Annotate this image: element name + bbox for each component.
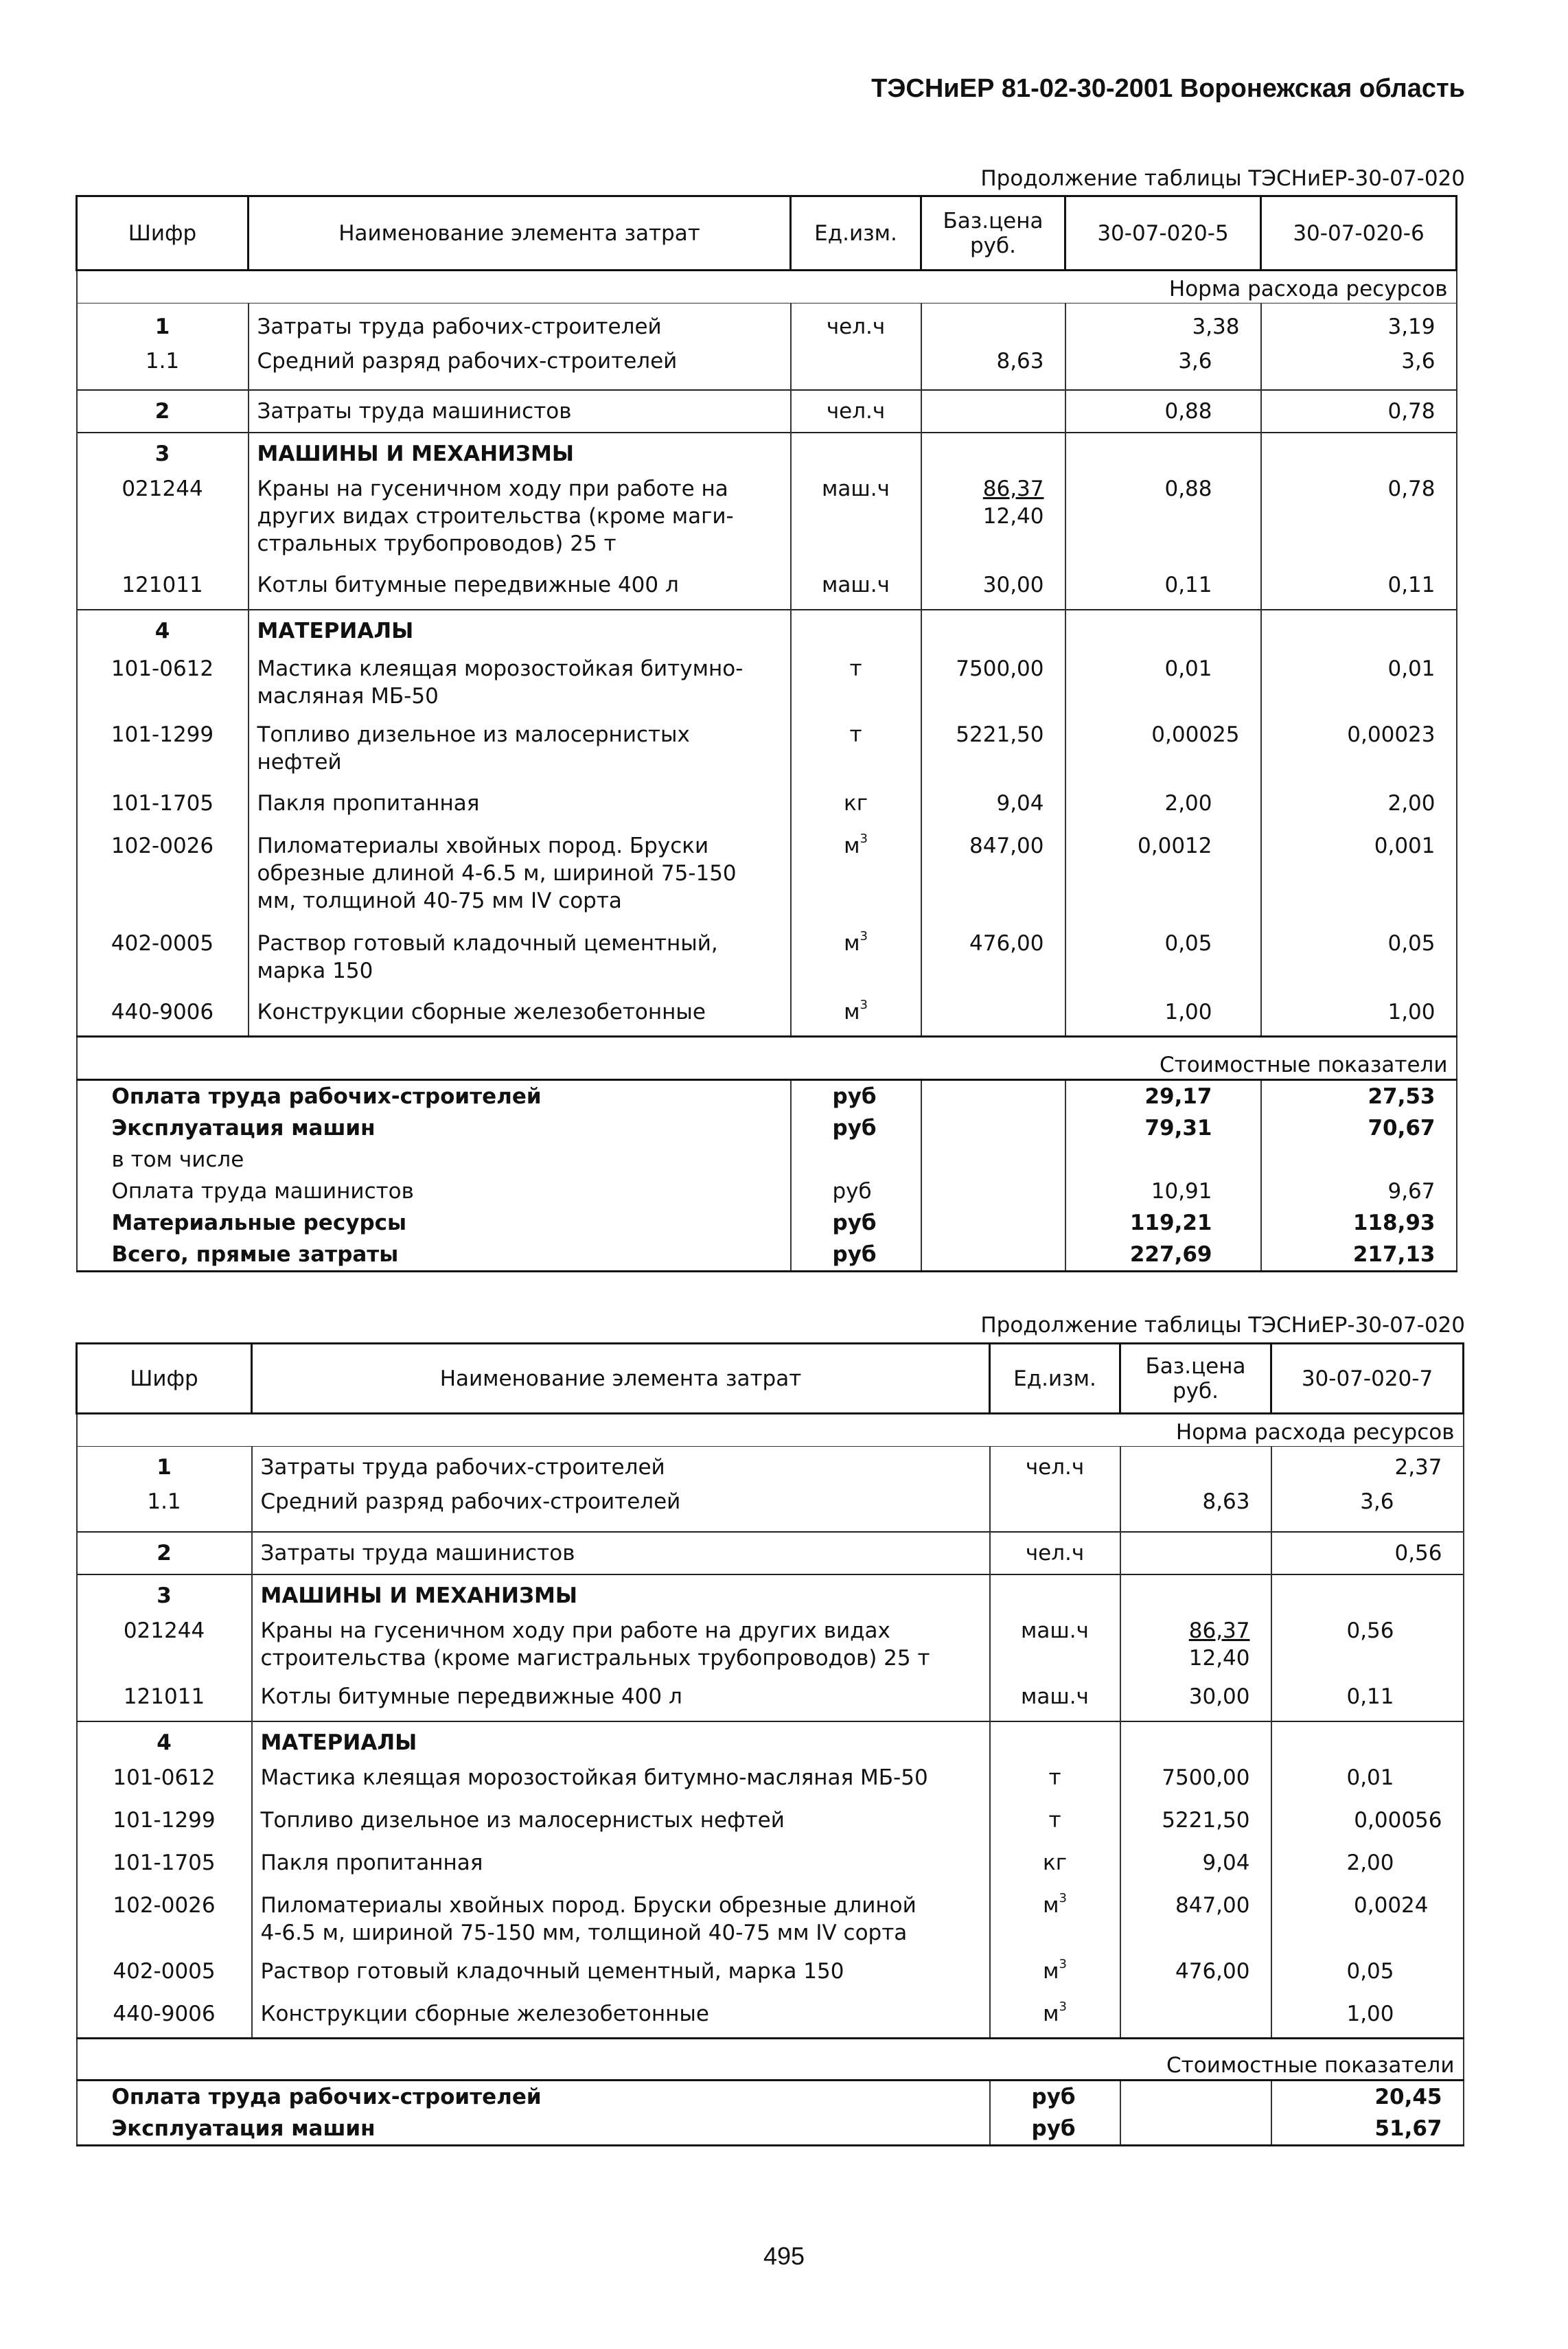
cost-label: Стоимостные показатели: [77, 2039, 1464, 2081]
section-row-machines: 3 МАШИНЫ И МЕХАНИЗМЫ: [77, 1574, 1464, 1617]
table-row: 102-0026 Пиломатериалы хвойных пород. Бруски обрезные длиной 4-6.5 м, шириной 75-150 мм, толщиной 40-75 мм IV сорта $м^3$ 847,00 0,0024: [77, 1892, 1464, 1958]
table-row: 101-0612 Мастика клеящая морозостойкая битумно- масляная МБ-50 т 7500,00 0,01 0,01: [77, 655, 1457, 721]
column-header-code: Шифр: [77, 1344, 252, 1414]
table2-caption: Продолжение таблицы ТЭСНиЕР-30-07-020: [980, 1313, 1465, 1338]
table-row: 2 Затраты труда машинистов чел.ч 0,56: [77, 1532, 1464, 1574]
column-header-code: Шифр: [77, 196, 249, 271]
column-header-price: Баз.цена руб.: [1120, 1344, 1271, 1414]
column-header-unit: Ед.изм.: [791, 196, 921, 271]
table-row: 021244 Краны на гусеничном ходу при работе на других видах строительства (кроме магистральных трубопроводов) 25 т маш.ч 86,37 12,40 0,56: [77, 1617, 1464, 1683]
table-row: 101-1705 Пакля пропитанная кг 9,04 2,00: [77, 1849, 1464, 1892]
table-row: 101-1299 Топливо дизельное из малосернистых нефтей т 5221,50 0,00025 0,00023: [77, 721, 1457, 790]
table1-header-row: [77, 196, 1457, 271]
table-row: 1 Затраты труда рабочих-строителей чел.ч 2,37: [77, 1447, 1464, 1488]
table-row: 102-0026 Пиломатериалы хвойных пород. Бруски обрезные длиной 4-6.5 м, шириной 75-150 мм, толщиной 40-75 мм IV сорта $м^3$ 847,00 0,0012 0,001: [77, 832, 1457, 930]
cost-band-row: [77, 2039, 1464, 2081]
column-header-unit: Ед.изм.: [990, 1344, 1120, 1414]
resource-table-1: [76, 195, 1457, 1272]
table-row: 1.1 Средний разряд рабочих-строителей 8,63 3,6 3,6: [77, 347, 1457, 390]
cost-row: Эксплуатация машин руб 51,67: [77, 2113, 1464, 2146]
norm-band-row: [77, 1414, 1464, 1447]
cost-label: Стоимостные показатели: [77, 1037, 1457, 1080]
cost-row: Оплата труда машинистов руб 10,91 9,67: [77, 1176, 1457, 1207]
table-row: 1.1 Средний разряд рабочих-строителей 8,63 3,6: [77, 1488, 1464, 1532]
table-row: 440-9006 Конструкции сборные железобетонные $м^3$ 1,00 1,00: [77, 998, 1457, 1037]
norm-label: Норма расхода ресурсов: [77, 271, 1457, 303]
norm-band-row: [77, 271, 1457, 303]
column-header-name: Наименование элемента затрат: [249, 196, 791, 271]
cost-row: Оплата труда рабочих-строителей руб 20,45: [77, 2081, 1464, 2113]
column-header-name: Наименование элемента затрат: [252, 1344, 990, 1414]
section-row-materials: 4 МАТЕРИАЛЫ: [77, 610, 1457, 655]
table-row: 1 Затраты труда рабочих-строителей чел.ч 3,38 3,19: [77, 303, 1457, 347]
table-row: 2 Затраты труда машинистов чел.ч 0,88 0,78: [77, 390, 1457, 433]
document-header: ТЭСНиЕР 81-02-30-2001 Воронежская область: [871, 74, 1465, 103]
cost-row: в том числе: [77, 1144, 1457, 1176]
table-row: 101-0612 Мастика клеящая морозостойкая битумно-масляная МБ-50 т 7500,00 0,01: [77, 1764, 1464, 1807]
table-row: 402-0005 Раствор готовый кладочный цементный, марка 150 $м^3$ 476,00 0,05 0,05: [77, 930, 1457, 998]
table-row: 021244 Краны на гусеничном ходу при работе на других видах строительства (кроме маги- стральных трубопроводов) 25 т маш.ч 86,37 12,40 0,88 0,78: [77, 475, 1457, 571]
cost-band-row: [77, 1037, 1457, 1080]
table1-caption: Продолжение таблицы ТЭСНиЕР-30-07-020: [980, 166, 1465, 191]
table-row: 440-9006 Конструкции сборные железобетонные $м^3$ 1,00: [77, 2000, 1464, 2039]
table2-header-row: [77, 1344, 1464, 1414]
column-header-30-07-020-7: 30-07-020-7: [1271, 1344, 1464, 1414]
section-row-machines: 3 МАШИНЫ И МЕХАНИЗМЫ: [77, 433, 1457, 475]
cost-row: Эксплуатация машин руб 79,31 70,67: [77, 1112, 1457, 1144]
section-row-materials: 4 МАТЕРИАЛЫ: [77, 1721, 1464, 1764]
cost-row: Всего, прямые затраты руб 227,69 217,13: [77, 1239, 1457, 1272]
column-header-30-07-020-6: 30-07-020-6: [1261, 196, 1457, 271]
page-number: 495: [763, 2242, 805, 2270]
table-row: 121011 Котлы битумные передвижные 400 л маш.ч 30,00 0,11: [77, 1683, 1464, 1721]
resource-table-2: [76, 1342, 1464, 2146]
table-row: 402-0005 Раствор готовый кладочный цементный, марка 150 $м^3$ 476,00 0,05: [77, 1958, 1464, 2000]
table-row: 101-1705 Пакля пропитанная кг 9,04 2,00 2,00: [77, 790, 1457, 832]
cost-row: Оплата труда рабочих-строителей руб 29,17 27,53: [77, 1080, 1457, 1113]
norm-label: Норма расхода ресурсов: [77, 1414, 1464, 1447]
column-header-30-07-020-5: 30-07-020-5: [1065, 196, 1261, 271]
table-row: 101-1299 Топливо дизельное из малосернистых нефтей т 5221,50 0,00056: [77, 1807, 1464, 1849]
column-header-price: Баз.цена руб.: [921, 196, 1065, 271]
table-row: 121011 Котлы битумные передвижные 400 л маш.ч 30,00 0,11 0,11: [77, 571, 1457, 610]
cost-row: Материальные ресурсы руб 119,21 118,93: [77, 1207, 1457, 1239]
